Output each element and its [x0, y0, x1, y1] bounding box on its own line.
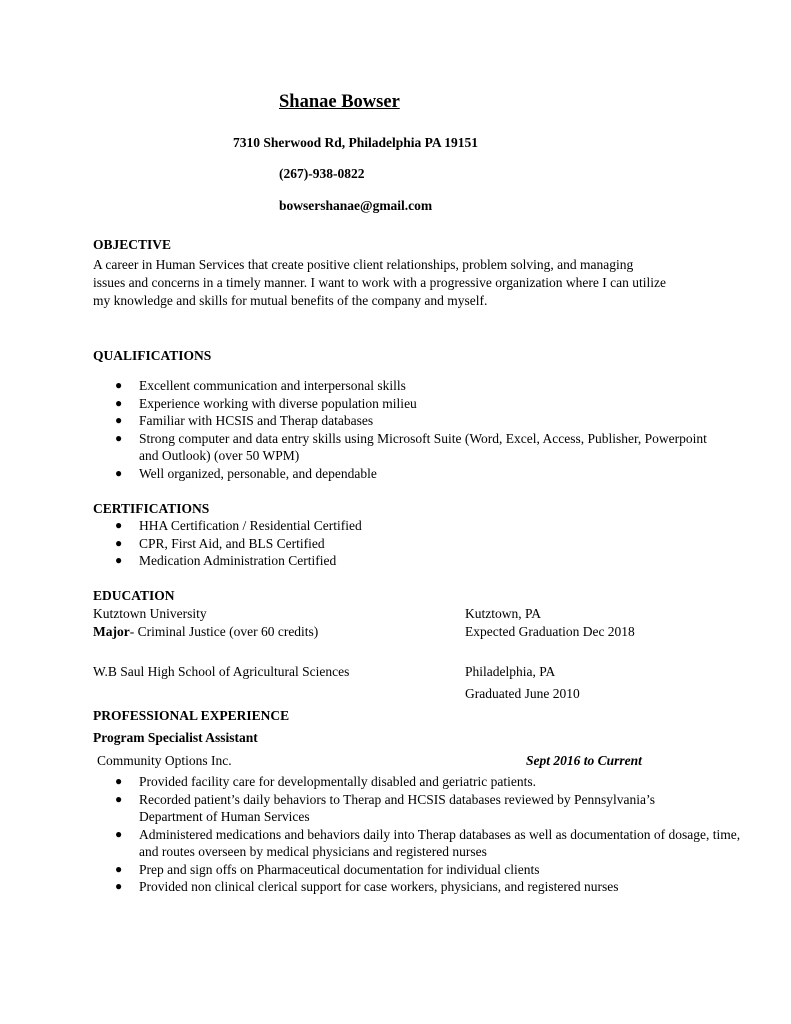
list-item: ● Prep and sign offs on Pharmaceutical documentation for individual clients: [115, 861, 540, 877]
list-item: ● Strong computer and data entry skills using Microsoft Suite (Word, Excel, Access, Publisher, Powerpoint and Outlook) (over 50 WPM): [115, 430, 707, 463]
email: bowsershanae@gmail.com: [279, 198, 433, 213]
bullet-icon: ●: [115, 395, 123, 410]
job-title: Program Specialist Assistant: [93, 730, 258, 745]
phone: (267)-938-0822: [279, 166, 365, 181]
school-name: W.B Saul High School of Agricultural Sciences: [93, 664, 350, 679]
experience-list: [93, 773, 741, 896]
objective-line-3: my knowledge and skills for mutual benefits of the company and myself.: [93, 293, 488, 308]
list-item: ● HHA Certification / Residential Certified: [115, 518, 362, 533]
list-item: ● Familiar with HCSIS and Therap databases: [115, 413, 374, 428]
list-item: ● CPR, First Aid, and BLS Certified: [115, 535, 325, 551]
list-item: ● Excellent communication and interpersonal skills: [115, 378, 406, 393]
list-item: ● Recorded patient’s daily behaviors to Therap and HCSIS databases reviewed by Pennsylvania’s Department of Human Services: [115, 791, 655, 824]
major: [93, 623, 318, 641]
school-location: Kutztown, PA: [465, 606, 542, 621]
bullet-icon: ●: [115, 553, 123, 567]
experience-heading: PROFESSIONAL EXPERIENCE: [93, 708, 290, 723]
bullet-icon: ●: [115, 774, 123, 788]
major-value: - Criminal Justice (over 60 credits): [129, 624, 319, 639]
list-item: ● Well organized, personable, and dependable: [115, 465, 377, 481]
resume-name: Shanae Bowser: [279, 92, 400, 112]
major-label: Major: [93, 624, 130, 639]
list-item: ● Experience working with diverse population milieu: [115, 395, 417, 411]
address: 7310 Sherwood Rd, Philadelphia PA 19151: [233, 135, 479, 150]
education-heading: EDUCATION: [93, 588, 175, 603]
bullet-icon: ●: [115, 879, 123, 893]
objective-heading: OBJECTIVE: [93, 237, 172, 252]
bullet-icon: ●: [115, 465, 123, 480]
qualifications-heading: QUALIFICATIONS: [93, 348, 212, 363]
list-item: ● Medication Administration Certified: [115, 553, 337, 568]
certifications-heading: CERTIFICATIONS: [93, 501, 210, 516]
certifications-list: [93, 517, 733, 570]
employment-dates: Sept 2016 to Current: [526, 753, 642, 768]
bullet-icon: ●: [115, 791, 123, 806]
bullet-icon: ●: [115, 535, 123, 550]
graduation-date: Expected Graduation Dec 2018: [465, 624, 635, 639]
company-name: Community Options Inc.: [97, 753, 232, 768]
qualifications-list: [93, 377, 733, 482]
bullet-icon: ●: [115, 861, 123, 876]
bullet-icon: ●: [115, 518, 123, 532]
list-item: ● Provided facility care for developmentally disabled and geriatric patients.: [115, 774, 536, 789]
bullet-icon: ●: [115, 826, 123, 841]
bullet-icon: ●: [115, 413, 123, 427]
bullet-icon: ●: [115, 378, 123, 392]
bullet-icon: ●: [115, 430, 123, 445]
objective-line-1: A career in Human Services that create positive client relationships, problem solving, and managing: [93, 257, 634, 272]
school-location: Philadelphia, PA: [465, 664, 556, 679]
graduation-date: Graduated June 2010: [465, 686, 580, 701]
list-item: ● Provided non clinical clerical support for case workers, physicians, and registered nurses: [115, 879, 619, 894]
objective-line-2: issues and concerns in a timely manner. I want to work with a progressive organization where I can utilize: [93, 275, 666, 290]
list-item: ● Administered medications and behaviors daily into Therap databases as well as documentation of dosage, time, and routes overseen by medical physicians and registered nurses: [115, 826, 741, 859]
school-name: Kutztown University: [93, 606, 207, 621]
